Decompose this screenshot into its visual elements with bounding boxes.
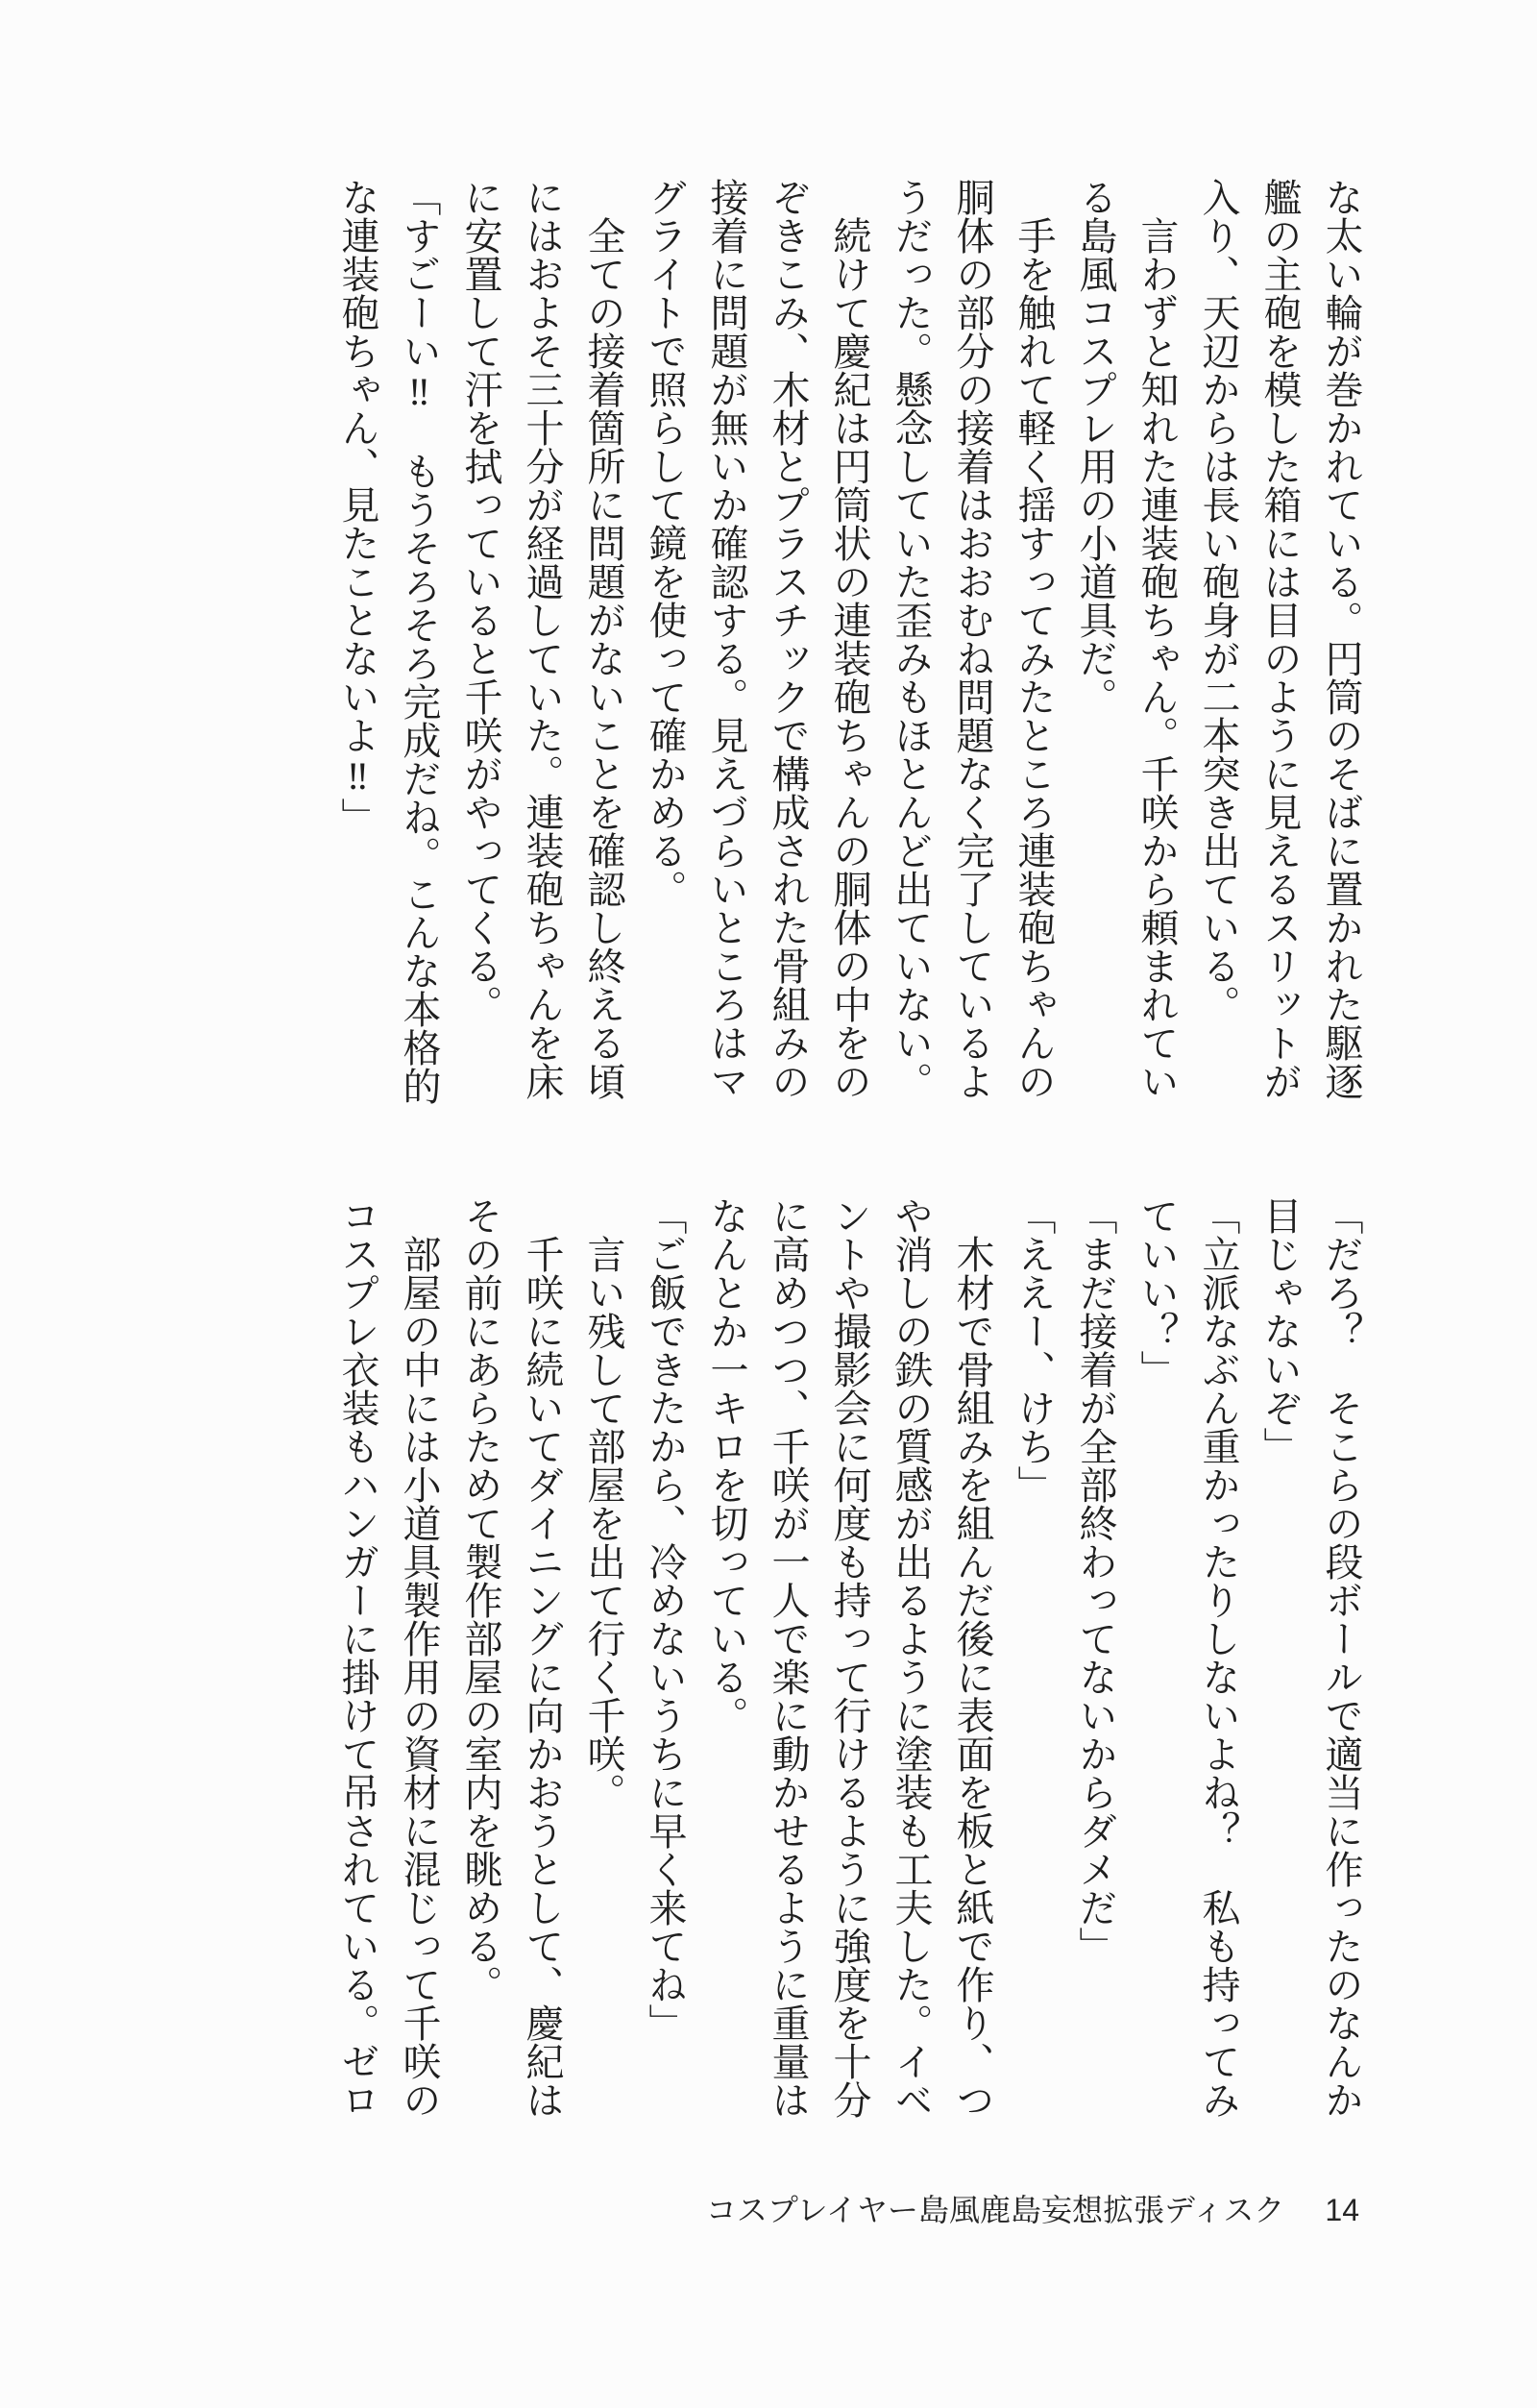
text-column: にはおよそ三十分が経過していた。連装砲ちゃんを床 [521,178,564,1100]
text-column: 続けて慶紀は円筒状の連装砲ちゃんの胴体の中をの [828,178,871,1100]
text-column: 部屋の中には小道具製作用の資材に混じって千咲の [398,1196,441,2119]
text-column: 「ご飯できたから、冷めないうちに早く来てね」 [644,1196,687,2042]
text-column: 艦の主砲を模した箱には目のように見えるスリットが [1258,178,1302,1100]
text-column: る島風コスプレ用の小道具だ。 [1074,178,1117,716]
text-column: 接着に問題が無いか確認する。見えづらいところはマ [705,178,748,1100]
text-column: 言わずと知れた連装砲ちゃん。千咲から頼まれてい [1135,178,1179,1100]
text-column: 「まだ接着が全部終わってないからダメだ」 [1074,1196,1117,1965]
text-column: な連装砲ちゃん、見たことないよ‼」 [336,178,379,836]
text-column: 全ての接着箇所に問題がないことを確認し終える頃 [582,178,625,1100]
text-column: 「立派なぶん重かったりしないよね？ 私も持ってみ [1197,1196,1240,2119]
text-column: 言い残して部屋を出て行く千咲。 [582,1196,625,1811]
page-number: 14 [1325,2193,1359,2227]
text-column: な太い輪が巻かれている。円筒のそばに置かれた駆逐 [1320,178,1363,1100]
main-text-block-bottom [327,1196,1372,2126]
text-column: に高めつつ、千咲が一人で楽に動かせるように重量は [767,1196,810,2119]
text-column: 「だろ？ そこらの段ボールで適当に作ったのなんか [1320,1196,1363,2119]
text-column: 「ええー、けち」 [1012,1196,1056,1504]
text-column: ぞきこみ、木材とプラスチックで構成された骨組みの [767,178,810,1100]
text-column: 手を触れて軽く揺すってみたところ連装砲ちゃんの [1012,178,1056,1100]
text-column: 胴体の部分の接着はおおむね問題なく完了しているよ [951,178,994,1100]
text-column: 入り、天辺からは長い砲身が二本突き出ている。 [1197,178,1240,1023]
text-column: ントや撮影会に何度も持って行けるように強度を十分 [828,1196,871,2119]
text-column: ていい？」 [1135,1196,1179,1388]
text-column: なんとか一キロを切っている。 [705,1196,748,1734]
text-column: 「すごーい‼ もうそろそろ完成だね。こんな本格的 [398,178,441,1105]
text-column: や消しの鉄の質感が出るように塗装も工夫した。イベ [890,1196,933,2119]
text-column: 千咲に続いてダイニングに向かおうとして、慶紀は [521,1196,564,2119]
text-column: うだった。懸念していた歪みもほとんど出ていない。 [890,178,933,1100]
book-title: コスプレイヤー島風鹿島妄想拡張ディスク [705,2193,1285,2227]
text-column: に安置して汗を拭っていると千咲がやってくる。 [459,178,502,1023]
text-column: 木材で骨組みを組んだ後に表面を板と紙で作り、つ [951,1196,994,2119]
page-footer [706,2191,1359,2229]
main-text-block-top [327,178,1372,1108]
text-column: グライトで照らして鏡を使って確かめる。 [644,178,687,908]
text-column: その前にあらためて製作部屋の室内を眺める。 [459,1196,502,2003]
text-column: コスプレ衣装もハンガーに掛けて吊されている。ゼロ [336,1196,379,2119]
text-column: 目じゃないぞ」 [1258,1196,1302,1465]
